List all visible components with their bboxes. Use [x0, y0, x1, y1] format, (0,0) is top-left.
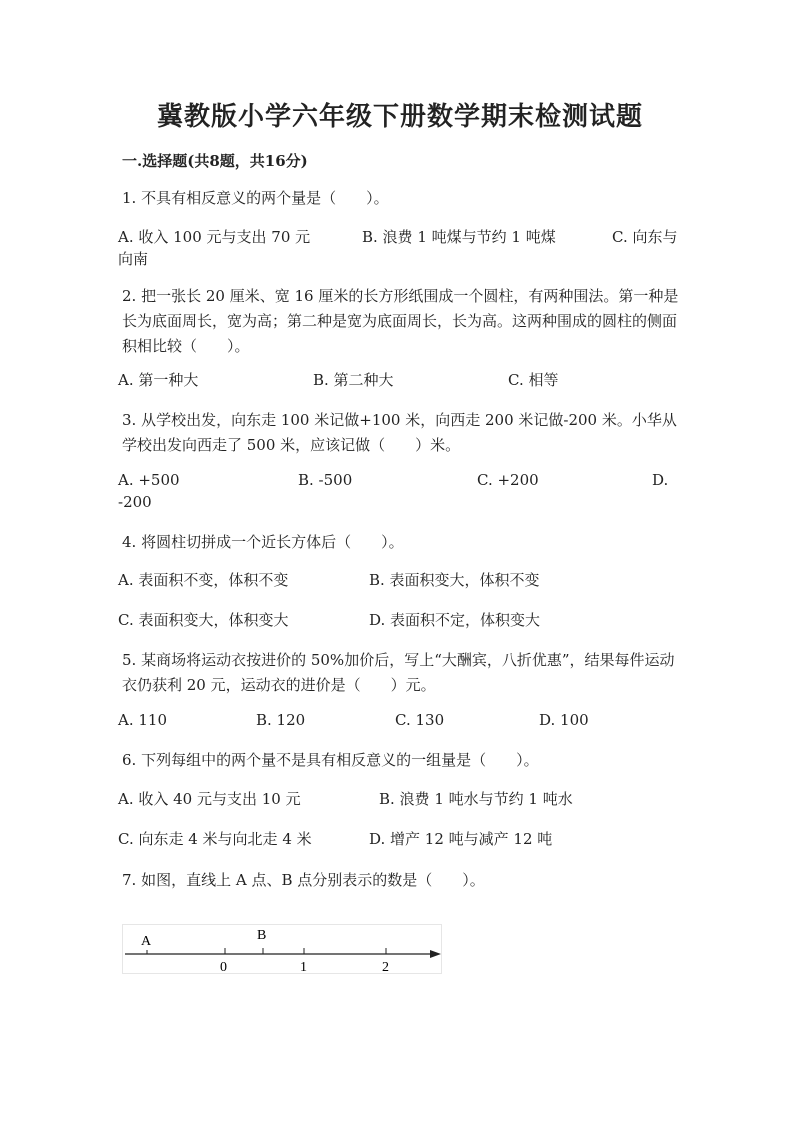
question-6-stem: 6. 下列每组中的两个量不是具有相反意义的一组量是（ ）。 [122, 751, 539, 769]
number-line-figure [122, 924, 442, 974]
point-a-label: A [141, 934, 152, 949]
point-b-label: B [257, 928, 267, 943]
q5-option-c: C. 130 [395, 711, 445, 729]
q4-option-d: D. 表面积不定，体积变大 [369, 611, 541, 629]
tick-label-1: 1 [300, 960, 307, 973]
q6-option-c: C. 向东走 4 米与向北走 4 米 [118, 830, 312, 848]
arrow-head-icon [430, 950, 441, 958]
number-line [123, 925, 441, 973]
q2-option-b: B. 第二种大 [313, 371, 394, 389]
question-4-stem: 4. 将圆柱切拼成一个近长方体后（ ）。 [122, 533, 404, 551]
question-7-stem: 7. 如图，直线上 A 点、B 点分别表示的数是（ ）。 [122, 871, 485, 889]
q2-option-a: A. 第一种大 [118, 371, 199, 389]
q3-option-c: C. +200 [477, 471, 539, 489]
q6-option-d: D. 增产 12 吨与减产 12 吨 [369, 830, 553, 848]
q5-option-a: A. 110 [118, 711, 167, 729]
q6-option-a: A. 收入 40 元与支出 10 元 [118, 790, 301, 808]
q3-option-a: A. +500 [118, 471, 180, 489]
q3-option-d: D. -200 [118, 471, 669, 511]
q4-option-c: C. 表面积变大，体积变大 [118, 611, 289, 629]
question-3-stem: 3. 从学校出发，向东走 100 米记做+100 米，向西走 200 米记做-200 米。小华从学校出发向西走了 500 米，应该记做（ ）米。 [122, 411, 677, 454]
question-2-stem: 2. 把一张长 20 厘米、宽 16 厘米的长方形纸围成一个圆柱，有两种围法。第一种是长为底面周长，宽为高；第二种是宽为底面周长，长为高。这两种围成的圆柱的侧面积相比较（ ）。 [122, 287, 679, 355]
q5-option-b: B. 120 [256, 711, 306, 729]
q1-option-c: C. 向东与向南 [118, 228, 678, 268]
q3-option-b: B. -500 [298, 471, 353, 489]
q1-option-b: B. 浪费 1 吨煤与节约 1 吨煤 [362, 228, 556, 246]
q4-option-a: A. 表面积不变，体积不变 [118, 571, 289, 589]
tick-label-0: 0 [220, 960, 227, 973]
question-1-stem: 1. 不具有相反意义的两个量是（ ）。 [122, 189, 389, 207]
question-5-stem: 5. 某商场将运动衣按进价的 50%加价后，写上“大酬宾，八折优惠”，结果每件运动衣仍获利 20 元，运动衣的进价是（ ）元。 [122, 651, 675, 694]
document-title: 冀教版小学六年级下册数学期末检测试题 [156, 102, 643, 132]
q1-option-a: A. 收入 100 元与支出 70 元 [118, 228, 311, 246]
section-heading: 一.选择题(共8题，共16分) [122, 152, 308, 170]
tick-label-2: 2 [382, 960, 389, 973]
q2-option-c: C. 相等 [508, 371, 559, 389]
q6-option-b: B. 浪费 1 吨水与节约 1 吨水 [379, 790, 573, 808]
q5-option-d: D. 100 [539, 711, 589, 729]
q4-option-b: B. 表面积变大，体积不变 [369, 571, 540, 589]
